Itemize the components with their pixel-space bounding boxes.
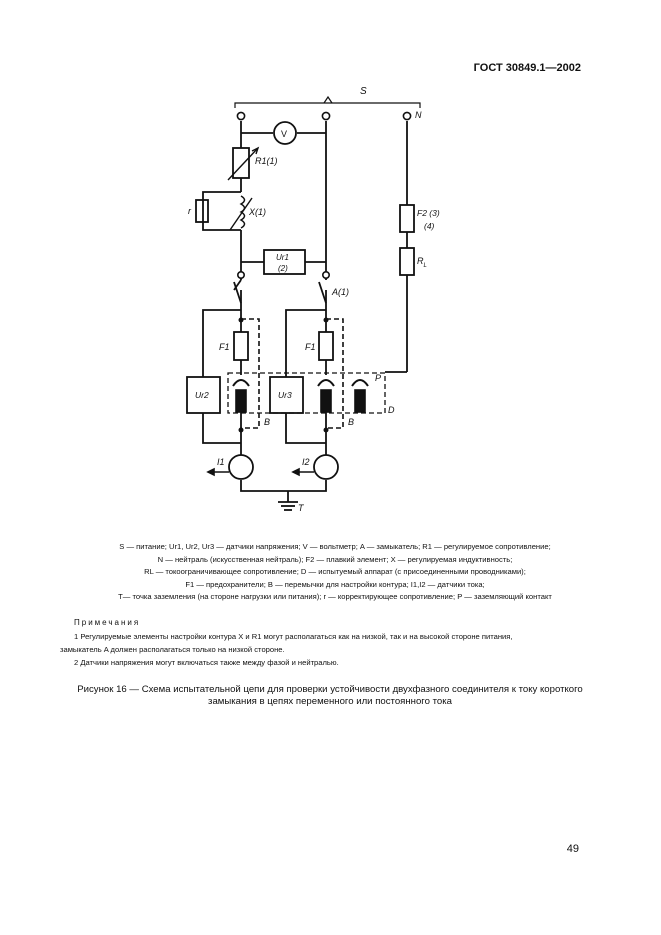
caption-line-1: Рисунок 16 — Схема испытательной цепи для проверки устойчивости двухфазного соединителя к току короткого (77, 684, 583, 695)
label-S: S (360, 86, 367, 97)
label-RL-sub: L (423, 263, 427, 269)
legend-line-2: N — нейтраль (искусственная нейтраль); F2 — плавкий элемент; X — регулируемая индуктивность; (157, 554, 513, 564)
label-RL (417, 256, 427, 269)
label-Ur3: Ur3 (278, 390, 292, 400)
label-B-left: B (264, 417, 271, 427)
label-RL-main: R (417, 256, 424, 266)
legend-line-1: S — питание; Ur1, Ur2, Ur3 — датчики напряжения; V — вольтметр; A — замыкатель; R1 — регулируемое сопротивление; (119, 542, 551, 551)
legend-line-5: T— точка заземления (на стороне нагрузки или питания); r — корректирующее сопротивление; P — заземляющий контакт (118, 592, 552, 602)
figure-legend (30, 541, 640, 604)
label-I2: I2 (302, 457, 310, 467)
label-N: N (415, 110, 422, 120)
legend-line-3: RL — токоограничивающее сопротивление; D — испытуемый аппарат (с присоединенными проводниками); (144, 567, 526, 577)
label-F1-right: F1 (305, 342, 316, 352)
label-X: X(1) (249, 207, 267, 217)
label-V: V (281, 129, 288, 139)
note-1 (60, 630, 600, 656)
label-F2: F2 (3) (417, 208, 440, 218)
label-F1-left: F1 (219, 342, 230, 352)
caption-line-2: замыкания в цепях переменного или постоянного тока (208, 696, 452, 707)
label-r: r (188, 206, 191, 216)
note-2: 2 Датчики напряжения могут включаться также между фазой и нейтралью. (74, 658, 339, 667)
label-D: D (388, 405, 395, 415)
note-1-line-1: 1 Регулируемые элементы настройки контура X и R1 могут располагаться как на низкой, так и на высокой стороне питания, (74, 632, 513, 641)
label-Ur1: Ur1 (276, 253, 289, 262)
label-R1: R1(1) (255, 156, 278, 166)
label-F2-note: (4) (424, 221, 435, 231)
page-number: 49 (566, 843, 579, 855)
label-P: P (375, 373, 382, 383)
label-A: A(1) (332, 287, 350, 297)
legend-line-4: F1 — предохранители; B — перемычки для настройки контура; I1,I2 — датчики тока; (185, 579, 485, 589)
label-Ur1-note: (2) (278, 264, 288, 273)
figure-caption (30, 684, 630, 708)
label-B-right: B (348, 417, 355, 427)
label-T: T (298, 503, 304, 513)
label-I1: I1 (217, 457, 225, 467)
notes-title: Примечания (74, 618, 141, 627)
document-header: ГОСТ 30849.1—2002 (473, 62, 581, 74)
note-1-line-2: замыкатель A должен располагаться только на низкой стороне. (60, 645, 285, 654)
label-Ur2: Ur2 (195, 390, 209, 400)
